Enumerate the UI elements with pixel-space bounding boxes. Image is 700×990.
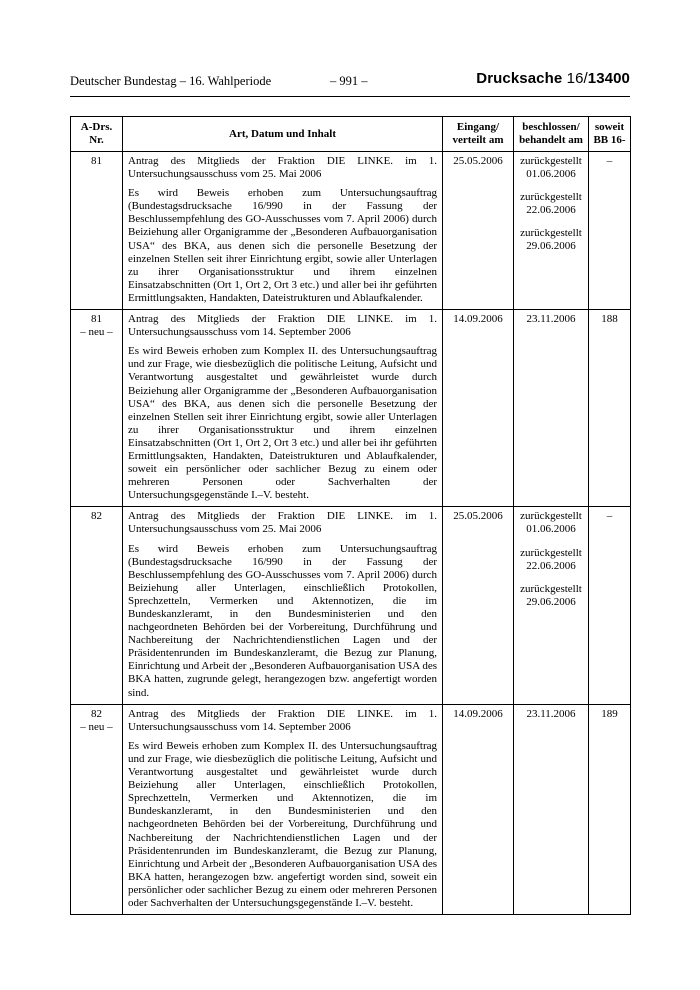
status-entry: zurückgestellt 01.06.2006 xyxy=(520,155,582,181)
row-title: Antrag des Mitglieds der Fraktion DIE LINKE. im 1. Untersuchungsausschuss vom 14. September 2006 xyxy=(128,707,437,733)
row-body: Es wird Beweis erhoben zum Untersuchungsauftrag (Bundestagsdrucksache 16/990 in der Fassung der Beschlussempfehlung des GO-Ausschusses vom 7. April 2006) durch Beiziehung aller Organigramme der „Besonderen Aufbauorganisation USA“ des BKA, aus denen sich die personelle Besetzung der einzelnen Stellen seit ihrer Einrichtung ergibt, sowie aller Unterlagen zu ihrer Organisationsstruktur und ihrem einzelnen Einsatzabschnitten (Ort 1, Ort 2, Ort 3 etc.) und aller bei ihr geführten Ermittlungsakten, Handakten, Dateistrukturen und Ablaufkalender. xyxy=(128,187,437,304)
status-entry: zurückgestellt 22.06.2006 xyxy=(520,546,582,572)
row-eingang: 25.05.2006 xyxy=(443,507,514,704)
document-number xyxy=(476,70,630,87)
table-row xyxy=(71,507,631,704)
col-header-eingang: Eingang/ verteilt am xyxy=(443,117,514,152)
row-title: Antrag des Mitglieds der Fraktion DIE LINKE. im 1. Untersuchungsausschuss vom 14. September 2006 xyxy=(128,313,437,339)
row-title: Antrag des Mitglieds der Fraktion DIE LINKE. im 1. Untersuchungsausschuss vom 25. Mai 2006 xyxy=(128,155,437,181)
row-bb: – xyxy=(589,507,631,704)
row-body: Es wird Beweis erhoben zum Komplex II. des Untersuchungsauftrag und zur Frage, wie diesbezüglich die politische Leitung, Aufsicht und Verantwortung ausgestaltet und gewährleistet wurde durch Beiziehung aller Organigramme der „Besonderen Aufbauorganisation USA“ des BKA, aus denen sich die personelle Besetzung der einzelnen Stellen seit ihrer Einrichtung ergibt, sowie aller Unterlagen zu ihrer Organisationsstruktur und ihrem einzelnen Einsatzabschnitten (Ort 1, Ort 2, Ort 3 etc.) und aller bei ihr geführten Ermittlungsakten, Handakten, Dateistrukturen und Ablaufkalender, soweit ein persönlicher oder sachlicher Bezug zu einem oder mehreren Personen oder Sachverhalten der Untersuchungsgegenstände I.–V. besteht. xyxy=(128,345,437,502)
status-entry: zurückgestellt 29.06.2006 xyxy=(520,227,582,253)
table-header-row xyxy=(71,117,631,152)
col-header-nr: A-Drs. Nr. xyxy=(71,117,123,152)
row-content xyxy=(123,152,443,310)
header-publication: Deutscher Bundestag – 16. Wahlperiode xyxy=(70,74,272,88)
row-bb: – xyxy=(589,152,631,310)
document-number-id: 13400 xyxy=(587,70,630,87)
row-content xyxy=(123,704,443,914)
table-row xyxy=(71,152,631,310)
header-rule xyxy=(70,96,630,97)
row-bb: 189 xyxy=(589,704,631,914)
col-header-soweit: soweit BB 16- xyxy=(589,117,631,152)
row-nr: 81 – neu – xyxy=(71,310,123,507)
row-body: Es wird Beweis erhoben zum Untersuchungsauftrag (Bundestagsdrucksache 16/990 in der Fassung der Beschlussempfehlung des GO-Ausschusses vom 7. April 2006) durch Beiziehung aller Unterlagen, einschließlich Protokollen, Sprechzetteln, Vermerken und Aktennotizen, die im Bundeskanzleramt, in den Bundesministerien und den nachgeordneten Behörden bei der Vorbereitung, Durchführung und Nachbereitung der Nachrichtendienstlichen Lagen und der Präsidentenrunden im Bundeskanzleramt, die Bezug zur Planung, Einrichtung und Arbeit der „Besonderen Aufbauorganisation USA des BKA hatten, zugrunde gelegt, herangezogen bzw. angefertigt worden sind. xyxy=(128,542,437,699)
document-number-label: Drucksache xyxy=(476,70,563,87)
row-nr: 81 xyxy=(71,152,123,310)
table-row xyxy=(71,310,631,507)
row-content xyxy=(123,507,443,704)
status-entry: zurückgestellt 01.06.2006 xyxy=(520,510,582,536)
status-entry: zurückgestellt 22.06.2006 xyxy=(520,191,582,217)
status-entry: zurückgestellt 29.06.2006 xyxy=(520,582,582,608)
row-beschlossen: 23.11.2006 xyxy=(514,704,589,914)
table-row xyxy=(71,704,631,914)
row-eingang: 25.05.2006 xyxy=(443,152,514,310)
row-status xyxy=(514,152,589,310)
page-number: – 991 – xyxy=(330,74,368,88)
col-header-art: Art, Datum und Inhalt xyxy=(123,117,443,152)
row-nr: 82 xyxy=(71,507,123,704)
row-bb: 188 xyxy=(589,310,631,507)
document-number-period: 16/ xyxy=(566,70,588,87)
row-title: Antrag des Mitglieds der Fraktion DIE LINKE. im 1. Untersuchungsausschuss vom 25. Mai 2006 xyxy=(128,510,437,536)
row-eingang: 14.09.2006 xyxy=(443,310,514,507)
row-body: Es wird Beweis erhoben zum Komplex II. des Untersuchungsauftrag und zur Frage, wie diesbezüglich die politische Leitung, Aufsicht und Verantwortung ausgestaltet und gewährleistet wurde durch Beiziehung aller Unterlagen, einschließlich Protokollen, Sprechzetteln, Vermerken und Aktennotizen, die im Bundeskanzleramt, in den Bundesministerien und den nachgeordneten Behörden bei der Vorbereitung, Durchführung und Nachbereitung der Nachrichtendienstlichen Lagen und der Präsidentenrunden im Bundeskanzleramt, die Bezug zur Planung, Einrichtung und Arbeit der „Besonderen Aufbauorganisation USA des BKA hatten, herangezogen bzw. angefertigt worden sind, soweit ein persönlicher oder sachlicher Bezug zu einem oder mehreren Personen oder Sachverhalten der Untersuchungsgegenstände I.–V. besteht. xyxy=(128,739,437,909)
row-beschlossen: 23.11.2006 xyxy=(514,310,589,507)
page-header xyxy=(70,70,630,92)
col-header-beschlossen: beschlossen/ behandelt am xyxy=(514,117,589,152)
row-nr: 82 – neu – xyxy=(71,704,123,914)
row-status xyxy=(514,507,589,704)
row-eingang: 14.09.2006 xyxy=(443,704,514,914)
motions-table xyxy=(70,116,631,915)
row-content xyxy=(123,310,443,507)
